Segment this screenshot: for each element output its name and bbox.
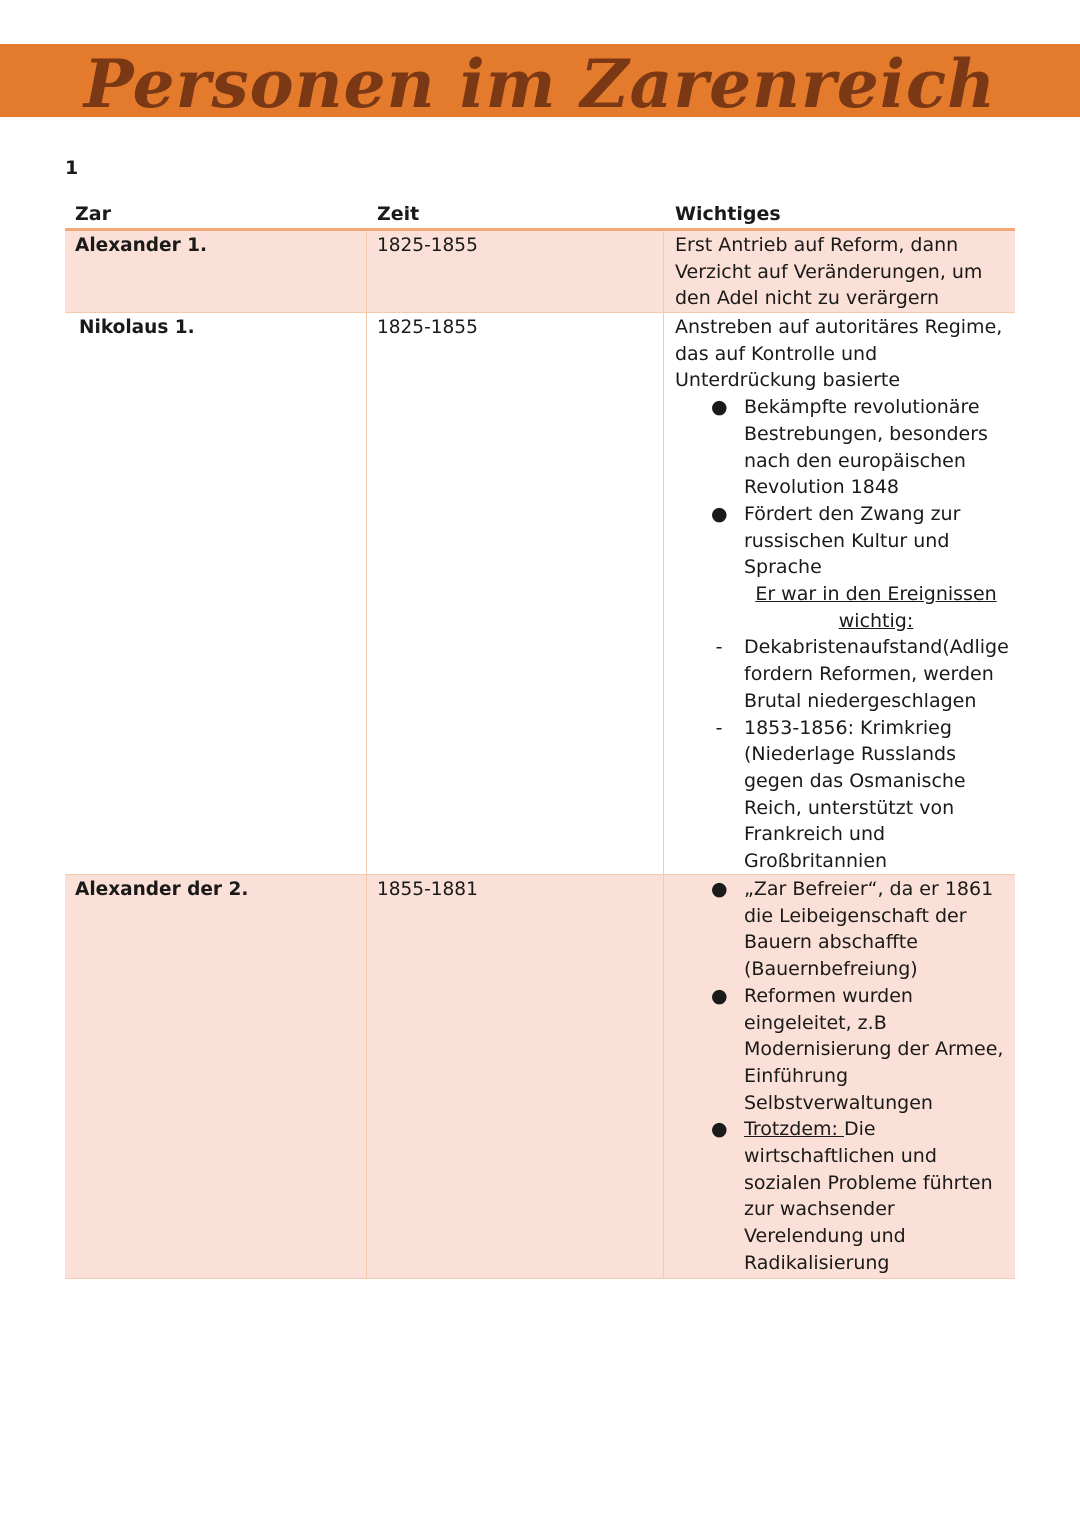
wichtiges-text: Erst Antrieb auf Reform, dann Verzicht auf Veränderungen, um den Adel nicht zu verärgern [675,234,983,310]
bullet-icon: ● [711,1118,728,1141]
bullet-icon: ● [711,502,728,525]
table-row [65,313,1015,875]
bullet-icon: ● [711,984,728,1007]
page-title: Personen im Zarenreich [83,45,997,117]
title-banner [0,44,1080,117]
table-header [65,200,1015,231]
bullet-icon: ● [711,396,728,419]
list-item-text: Dekabristenaufstand(Adlige fordern Reformen, werden Brutal niedergeschlagen [744,636,1009,712]
list-item [675,634,1010,714]
wichtiges-cell [675,314,1010,875]
list-item [675,1116,1010,1276]
list-item-text: „Zar Befreier“, da er 1861 die Leibeigenschaft der Bauern abschaffte (Bauernbefreiung) [744,878,994,981]
header-zar: Zar [75,203,111,225]
zar-name: Alexander der 2. [75,879,249,900]
wichtiges-cell [675,876,1010,1277]
list-item [675,983,1010,1117]
list-item-text: 1853-1856: Krimkrieg (Niederlage Russlands gegen das Osmanische Reich, unterstützt von Frankreich und Großbritannien [744,716,966,873]
wichtiges-intro: Anstreben auf autoritäres Regime, das auf Kontrolle und Unterdrückung basierte [675,316,1003,392]
zar-name: Alexander 1. [75,235,208,256]
table-row [65,231,1015,313]
events-note: Er war in den Ereignissen wichtig: [755,583,997,632]
table-row [65,875,1015,1279]
list-item-text: Die wirtschaftlichen und sozialen Probleme führten zur wachsender Verelendung und Radikalisierung [744,1118,993,1274]
zar-name: Nikolaus 1. [79,317,195,338]
list-item-text: Bekämpfte revolutionäre Bestrebungen, besonders nach den europäischen Revolution 1848 [744,396,988,499]
bullet-icon: ● [711,878,728,900]
list-item [675,876,1010,983]
zeit-value: 1855-1881 [377,879,478,900]
dash-icon: - [715,636,723,659]
dash-icon: - [715,716,723,739]
zeit-value: 1825-1855 [377,235,478,256]
list-item-text: Reformen wurden eingeleitet, z.B Modernisierung der Armee, Einführung Selbstverwaltungen [744,984,1004,1114]
tsar-table [65,200,1015,1279]
wichtiges-cell [675,232,1010,312]
list-item-text: Fördert den Zwang zur russischen Kultur und Sprache [744,502,961,579]
header-zeit: Zeit [377,203,420,225]
header-wichtiges: Wichtiges [675,203,781,225]
zeit-value: 1825-1855 [377,317,478,338]
trotzdem-label: Trotzdem: [744,1118,844,1141]
list-item [675,394,1010,501]
list-item [675,501,1010,581]
list-item [675,715,1010,875]
page-number: 1 [65,157,79,179]
